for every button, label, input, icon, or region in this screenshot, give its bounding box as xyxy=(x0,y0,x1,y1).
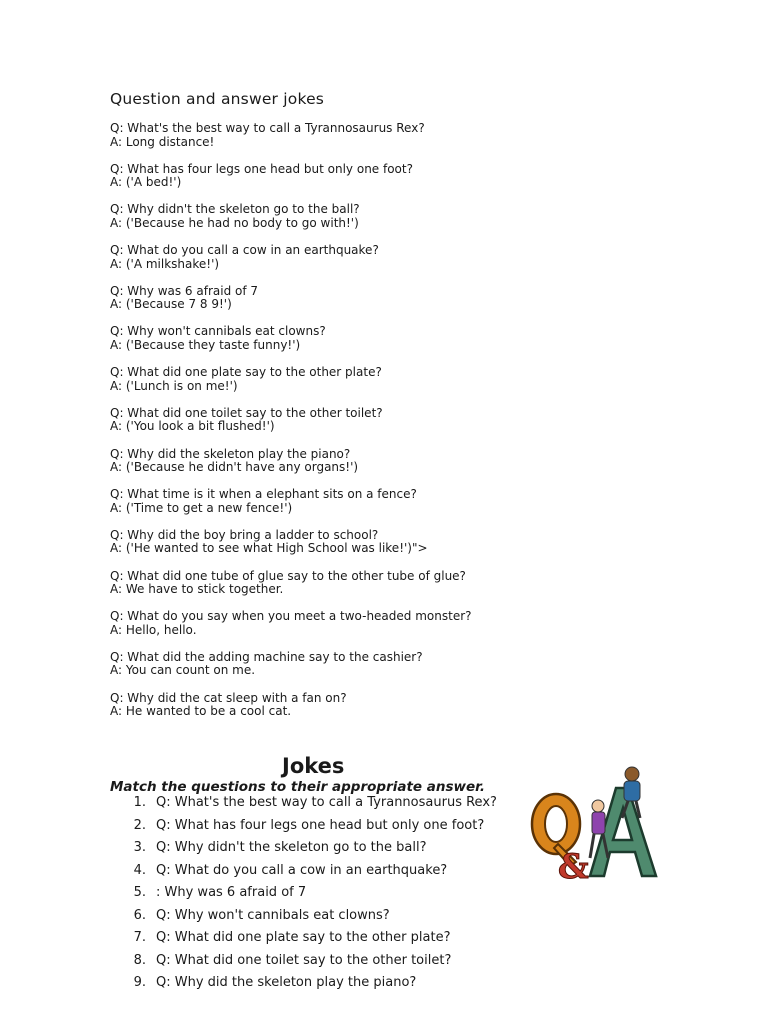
joke-question: Q: What's the best way to call a Tyrannosaurus Rex? xyxy=(110,121,425,135)
joke-question: Q: Why did the boy bring a ladder to school? xyxy=(110,527,379,542)
match-item-text: Q: What do you call a cow in an earthquake? xyxy=(156,862,448,878)
joke-question: Q: Why did the cat sleep with a fan on? xyxy=(110,690,347,705)
joke-item xyxy=(110,448,670,489)
joke-answer: A: ('He wanted to see what High School was like!')"> xyxy=(110,541,428,556)
match-list xyxy=(110,794,530,997)
joke-item xyxy=(110,325,670,366)
match-item-number: 8. xyxy=(133,952,146,968)
match-item-text: Q: What's the best way to call a Tyrannosaurus Rex? xyxy=(156,795,497,810)
joke-question: Q: What did one toilet say to the other toilet? xyxy=(110,405,383,420)
joke-item xyxy=(110,529,670,570)
joke-answer: A: ('A milkshake!') xyxy=(110,256,220,271)
joke-item xyxy=(110,285,670,326)
joke-item xyxy=(110,163,670,204)
joke-answer: A: He wanted to be a cool cat. xyxy=(110,704,292,719)
joke-item xyxy=(110,692,670,733)
match-item-number: 7. xyxy=(133,930,146,945)
joke-question: Q: What has four legs one head but only one foot? xyxy=(110,161,413,176)
joke-question: Q: What do you say when you meet a two-headed monster? xyxy=(110,609,472,624)
joke-question: Q: What do you call a cow in an earthquake? xyxy=(110,243,379,258)
match-item-number: 1. xyxy=(133,795,146,810)
joke-answer: A: Hello, hello. xyxy=(110,622,197,637)
match-item-text: Q: Why did the skeleton play the piano? xyxy=(156,975,417,990)
joke-answer: A: ('Because they taste funny!') xyxy=(110,337,301,352)
section-title: Jokes xyxy=(282,754,345,778)
joke-answer: A: ('Time to get a new fence!') xyxy=(110,500,293,515)
joke-answer: A: ('Because he didn't have any organs!') xyxy=(110,460,359,474)
joke-question: Q: Why was 6 afraid of 7 xyxy=(110,283,259,298)
joke-question: Q: Why didn't the skeleton go to the ball? xyxy=(110,202,360,217)
joke-question: Q: What did the adding machine say to the cashier? xyxy=(110,649,423,664)
joke-answer: A: ('Lunch is on me!') xyxy=(110,378,238,393)
match-list-item xyxy=(110,839,530,862)
match-list-item xyxy=(110,952,530,975)
match-list-item xyxy=(110,929,530,952)
match-list-item xyxy=(110,907,530,930)
instructions: Match the questions to their appropriate answer. xyxy=(110,779,486,795)
match-item-number: 5. xyxy=(133,885,146,900)
match-list-item xyxy=(110,794,530,817)
joke-answer: A: ('You look a bit flushed!') xyxy=(110,419,275,434)
match-list-item xyxy=(110,862,530,885)
match-list-item xyxy=(110,884,530,907)
match-item-text: Q: Why won't cannibals eat clowns? xyxy=(156,907,390,923)
match-item-number: 6. xyxy=(133,907,146,923)
joke-item xyxy=(110,651,670,692)
joke-item xyxy=(110,610,670,651)
match-item-text: Q: What did one plate say to the other plate? xyxy=(156,930,451,945)
match-list-item xyxy=(110,817,530,840)
ampersand-shape: & xyxy=(558,847,589,881)
match-item-number: 9. xyxy=(133,975,146,990)
match-item-text: Q: What has four legs one head but only one foot? xyxy=(156,817,485,833)
match-item-number: 2. xyxy=(133,817,146,833)
joke-question: Q: Why won't cannibals eat clowns? xyxy=(110,324,326,339)
joke-question: Q: What time is it when a elephant sits on a fence? xyxy=(110,487,417,502)
match-item-text: Q: Why didn't the skeleton go to the ball? xyxy=(156,840,427,855)
joke-question: Q: What did one tube of glue say to the other tube of glue? xyxy=(110,568,466,583)
joke-answer: A: ('A bed!') xyxy=(110,175,182,190)
match-item-number: 3. xyxy=(133,840,146,855)
joke-answer: A: ('Because 7 8 9!') xyxy=(110,297,232,312)
joke-item xyxy=(110,407,670,448)
joke-item xyxy=(110,122,670,163)
joke-item xyxy=(110,570,670,611)
joke-item xyxy=(110,244,670,285)
joke-question: Q: Why did the skeleton play the piano? xyxy=(110,446,351,461)
joke-answer: A: Long distance! xyxy=(110,134,215,149)
q-and-a-clipart-icon xyxy=(528,766,668,881)
joke-item xyxy=(110,366,670,407)
jokes-list xyxy=(110,122,670,732)
joke-answer: A: You can count on me. xyxy=(110,663,256,678)
joke-answer: A: We have to stick together. xyxy=(110,582,284,597)
match-list-item xyxy=(110,974,530,997)
match-item-text: Q: What did one toilet say to the other toilet? xyxy=(156,952,452,968)
joke-item xyxy=(110,203,670,244)
match-item-number: 4. xyxy=(133,862,146,878)
joke-answer: A: ('Because he had no body to go with!') xyxy=(110,215,359,230)
page-title: Question and answer jokes xyxy=(110,90,325,108)
joke-question: Q: What did one plate say to the other plate? xyxy=(110,365,382,380)
match-item-text: : Why was 6 afraid of 7 xyxy=(156,885,307,900)
joke-item xyxy=(110,488,670,529)
